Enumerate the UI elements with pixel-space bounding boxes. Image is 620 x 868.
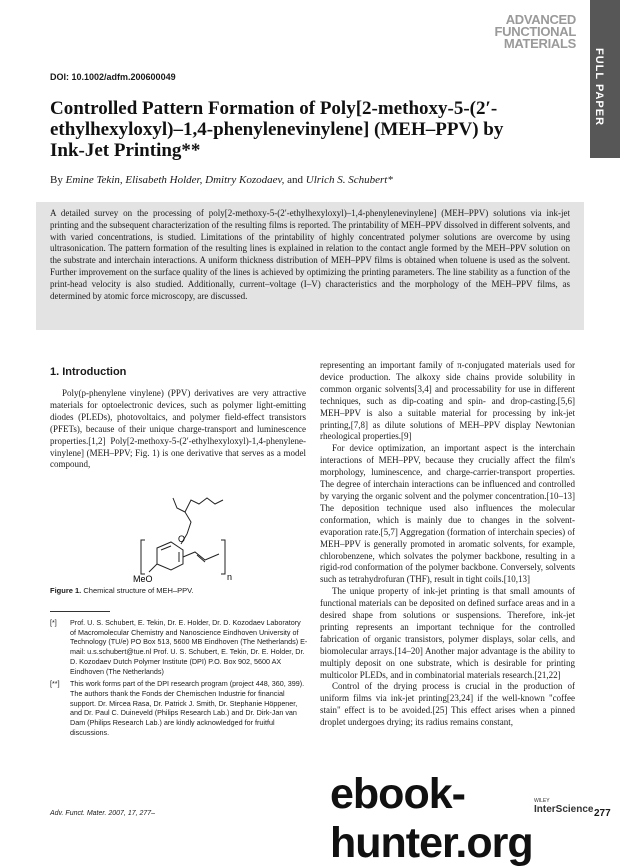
figure-caption — [50, 586, 194, 595]
article-title: Controlled Pattern Formation of Poly[2-methoxy-5-(2′-ethylhexyloxyl)–1,4-phenylenevinylene] (MEH–PPV) by Ink-Jet Printing** — [50, 98, 504, 161]
footnote-mark: [**] — [50, 679, 60, 689]
abstract-text: A detailed survey on the processing of poly[2-methoxy-5-(2′-ethylhexyloxyl)–1,4-phenylenevinylene] (MEH–PPV) solutions via ink-jet printing and the subsequent characterization of the resulting films is reported. The printability of MEH–PPV dissolved in different solvents, and with varied concentrations, is studied. Limitations of the printability of highly concentrated polymer solutions are overcome by using ultrasonication. The pattern formation of the resulting lines is explained in relation to the contact angle formed by the MEH–PPV solution on the substrate and interchain interactions. A uniform thickness distribution of MEH–PPV films is obtained when toluene is used as the solvent. Further improvement on the surface quality of the lines is achieved by optimizing the printing parameters. The line stability as a function of the print-head velocity is also studied. Additionally, current–voltage (I–V) characteristics and the morphology of the MEH–PPV films, as determined by atomic force microscopy, are discussed. — [50, 208, 570, 301]
right-column — [320, 360, 575, 729]
footnote-divider — [50, 611, 110, 612]
footnote-item — [50, 679, 308, 737]
watermark: ebook-hunter.org — [330, 770, 533, 867]
figure-caption-label: Figure 1. — [50, 586, 82, 595]
authors-and: and — [287, 174, 303, 186]
section-tab — [590, 0, 620, 158]
publisher-logo — [534, 798, 593, 815]
left-column — [50, 388, 306, 471]
page-number: 277 — [594, 808, 611, 819]
logo-line-2: FUNCTIONAL — [494, 24, 576, 39]
ether-o-label: O — [178, 534, 186, 544]
section-tab-label: FULL PAPER — [593, 48, 605, 127]
logo-line-3: MATERIALS — [503, 36, 576, 51]
meo-label: MeO — [133, 574, 153, 584]
paragraph: Control of the drying process is crucial in the production of uniform films via ink-jet printing[23,24] if the well-known "coffee stain" effect is to be avoided.[25] This effect arises when a pinned droplet undergoes drying; its radius remains constant, — [320, 681, 575, 728]
section-heading: 1. Introduction — [50, 366, 127, 378]
chemical-structure-figure — [125, 490, 235, 585]
paragraph: Poly(p-phenylene vinylene) (PPV) derivatives are very attractive materials for optoelectronic devices, such as polymer light-emitting diodes (PLEDs), photovoltaics, and polymer field-effect transistors (PFETs), because of their unique charge-transport and luminescence properties.[1,2] Poly[2-methoxy-5-(2′-ethylhexyloxyl)-1,4-phenylene-vinylene] (MEH–PPV; Fig. 1) is one derivative that serves as a model compound, — [50, 388, 306, 470]
journal-logo — [495, 14, 577, 50]
authors-last: Ulrich S. Schubert* — [305, 174, 393, 186]
logo-line-1: ADVANCED — [505, 12, 576, 27]
bracket-left — [141, 540, 145, 574]
publisher-logo-text: InterScience — [534, 804, 594, 815]
paragraph: The unique property of ink-jet printing is that small amounts of functional materials can be deposited on defined surface areas and in a desired shape from solutions or suspensions. Therefore, ink-jet printing represents an important technique for the controlled fabrication of organic transistors, polymer displays, solar cells, and biomolecular arrays.[14–20] Another major advantage is the ability to multiply deposit on one substrate, which is desirable for printing multicolor PLEDs, and in combinatorial materials research.[21,22] — [320, 586, 575, 680]
footnote-text: This work forms part of the DPI research program (project 448, 360, 399). The authors thank the Fonds der Chemischen Industrie for financial support. Dr. Mircea Rasa, Dr. Patrick J. Smith, Dr. Stephanie Höppener, and Dr. Paul C. Duineveld (Philips Research Lab.) and Dr. Dirk-Jan van Dam (Philips Research Lab.) are kindly acknowledged for fruitful discussions. — [70, 679, 305, 737]
footnote-item — [50, 618, 308, 676]
abstract-box — [36, 202, 584, 330]
footnote-text: Prof. U. S. Schubert, E. Tekin, Dr. E. Holder, Dr. D. Kozodaev Laboratory of Macromolecular Chemistry and Nanoscience Eindhoven University of Technology (TU/e) PO Box 513, 5600 MB Eindhoven (The Netherlands) E-mail: u.s.schubert@tue.nl Prof. U. S. Schubert, E. Tekin, Dr. E. Holder, Dr. D. Kozodaev Dutch Polymer Institute (DPI) P.O. Box 902, 5600 AX Eindhoven (The Netherlands) — [70, 618, 308, 676]
side-chain — [185, 498, 223, 534]
authors-by: By — [50, 174, 63, 186]
paragraph: representing an important family of π-conjugated materials used for device production. The alkoxy side chains provide solubility in common organic solvents[3,4] and processability for use in different techniques, such as dip-coating and spin- and drop-casting.[5,6] MEH–PPV is also a suitable material for processing by ink-jet printing,[7,8] as dilute solutions of MEH–PPV display Newtonian rheological properties.[9] — [320, 360, 575, 442]
doi[interactable]: DOI: 10.1002/adfm.200600049 — [50, 72, 176, 82]
footer-citation: Adv. Funct. Mater. 2007, 17, 277– — [50, 810, 156, 817]
methoxy-bond — [149, 564, 157, 572]
paragraph: For device optimization, an important aspect is the interchain interactions of MEH–PPV, because they crucially affect the film's morphology, luminescence, and charge-carrier-transport properties. The degree of interchain interactions can be influenced and controlled by varying the organic solvent and the polymer concentration.[10–13] The deposition technique used also influences the molecular conformation, which is mainly due to changes in the solvent-evaporation rate.[5,7] Aggregation (formation of interchain species) of MEH–PPV is generally promoted in aromatic solvents, for example, chlorobenzene, which solvates the polymer backbone, resulting in a rigid-rod conformation of the polymer backbone. Conversely, solvents such as tetrahydrofuran (THF), result in tight coils.[10,13] — [320, 443, 575, 585]
footnote-mark: [*] — [50, 618, 57, 627]
authors-names: Emine Tekin, Elisabeth Holder, Dmitry Kozodaev, — [65, 174, 285, 186]
figure-caption-text: Chemical structure of MEH–PPV. — [83, 586, 194, 595]
author-line — [50, 174, 393, 186]
n-label: n — [227, 572, 233, 582]
footnotes — [50, 618, 308, 740]
publisher-logo-small: WILEY — [534, 798, 550, 804]
bracket-right — [221, 540, 225, 574]
ethyl-branch — [173, 498, 185, 512]
